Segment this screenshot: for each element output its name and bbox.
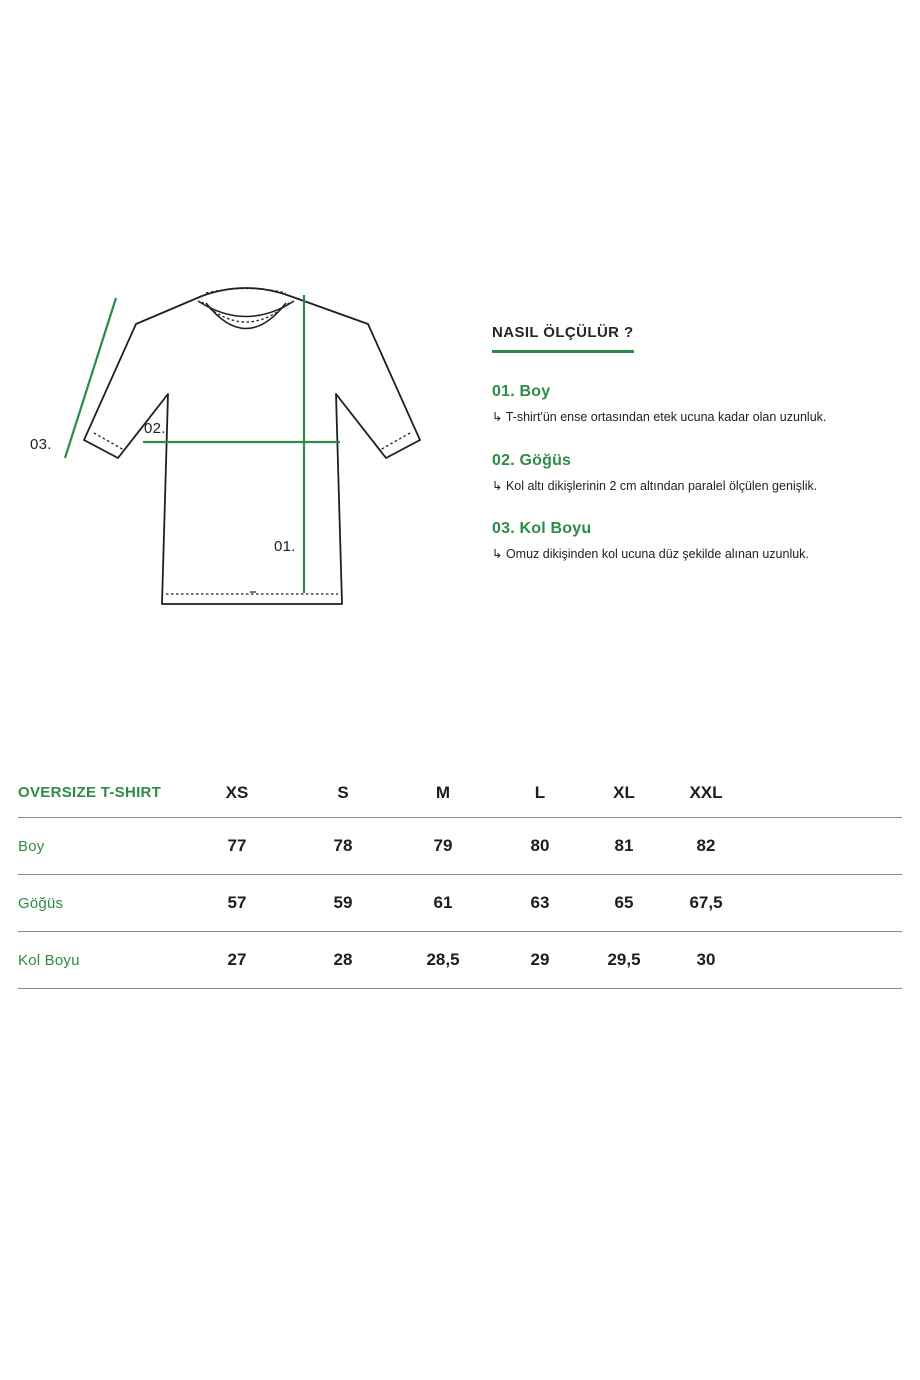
measure-label-02: 02.	[144, 420, 166, 437]
row-label: Göğüs	[18, 894, 64, 912]
table-cell: 80	[530, 836, 550, 855]
table-cell: 77	[227, 836, 247, 855]
table-cell: 65	[614, 893, 634, 912]
table-cell: 27	[227, 950, 247, 969]
table-row-gogus	[18, 875, 902, 932]
how-to-measure-title: NASIL ÖLÇÜLÜR ?	[492, 324, 634, 353]
size-column-xs: XS	[225, 782, 249, 802]
table-cell: 67,5	[689, 893, 723, 912]
tshirt-measurement-diagram	[28, 272, 458, 622]
table-cell: 79	[433, 836, 453, 855]
table-row-boy	[18, 818, 902, 875]
measure-item-gogus	[492, 452, 892, 495]
row-label: Kol Boyu	[18, 951, 80, 969]
measure-item-description: ↳ Kol altı dikişlerinin 2 cm altından paralel ölçülen genişlik.	[492, 478, 818, 493]
table-cell: 81	[614, 836, 634, 855]
measure-item-heading: 01. Boy	[492, 383, 551, 400]
table-cell: 78	[333, 836, 353, 855]
size-column-l: L	[534, 782, 546, 802]
table-row-kol-boyu	[18, 932, 902, 989]
measure-item-kol-boyu	[492, 520, 892, 563]
measure-item-heading: 03. Kol Boyu	[492, 520, 592, 538]
measure-item-heading: 02. Göğüs	[492, 451, 572, 469]
table-cell: 57	[227, 893, 247, 912]
table-cell: 30	[696, 950, 716, 969]
how-to-measure-section	[492, 324, 892, 589]
table-cell: 61	[433, 893, 453, 912]
table-cell: 59	[333, 893, 353, 912]
measure-item-description: ↳ T-shirt'ün ense ortasından etek ucuna kadar olan uzunluk.	[492, 410, 827, 424]
tshirt-diagram-drawing	[28, 272, 448, 617]
measure-label-03: 03.	[30, 436, 52, 453]
tshirt-outline	[84, 288, 420, 604]
table-cell: 63	[530, 893, 550, 912]
measure-item-description: ↳ Omuz dikişinden kol ucuna düz şekilde alınan uzunluk.	[492, 547, 809, 562]
table-cell: 28,5	[426, 950, 460, 969]
size-column-xxl: XXL	[689, 782, 723, 802]
size-column-xl: XL	[613, 782, 635, 802]
row-label: Boy	[18, 837, 45, 855]
product-label: OVERSIZE T-SHIRT	[18, 784, 162, 801]
size-table-header-row	[18, 768, 902, 818]
measure-label-01: 01.	[274, 538, 296, 555]
measure-item-boy	[492, 383, 892, 426]
table-cell: 28	[333, 950, 353, 969]
table-cell: 29	[530, 950, 550, 969]
table-cell: 82	[696, 836, 716, 855]
table-cell: 29,5	[607, 950, 641, 969]
size-column-m: M	[435, 782, 451, 802]
size-table	[18, 768, 902, 989]
size-column-s: S	[337, 782, 349, 802]
